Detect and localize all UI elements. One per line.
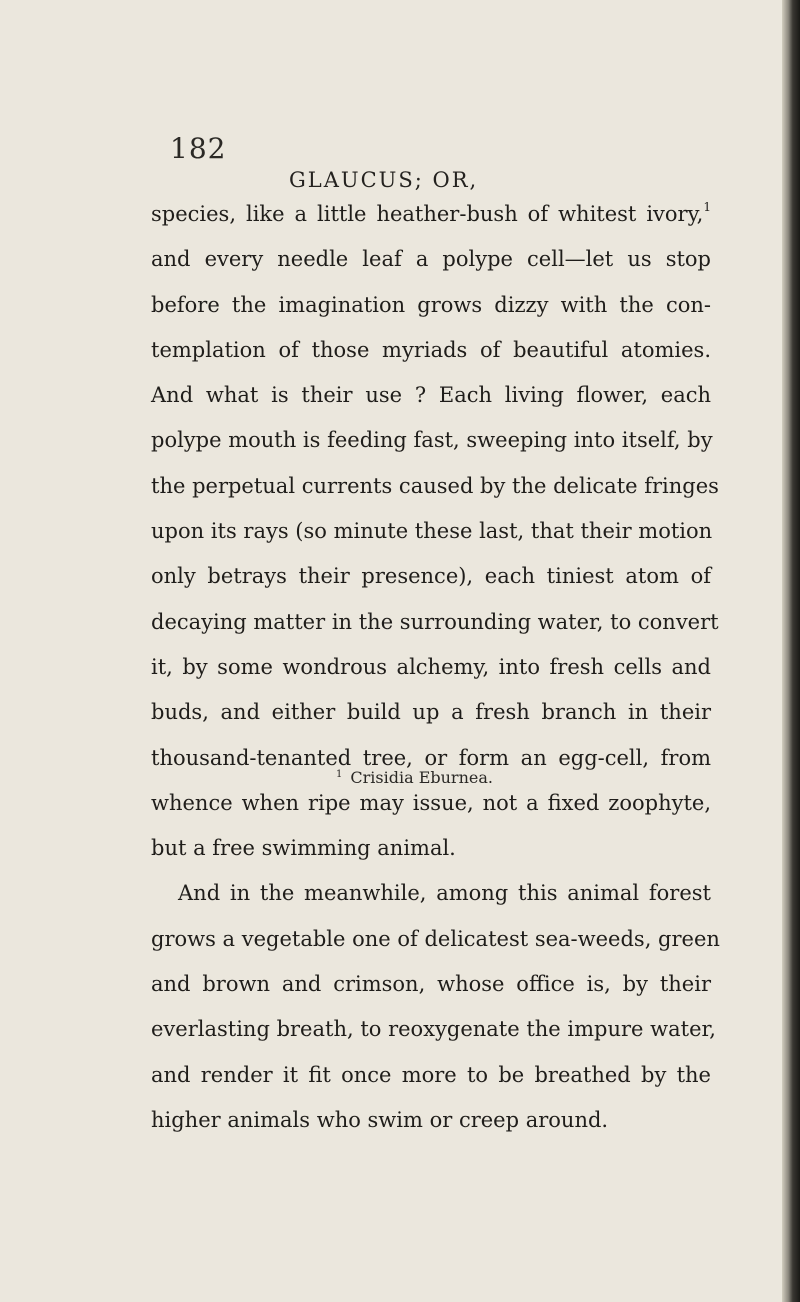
- page-edge-shadow: [782, 0, 800, 1302]
- text-line-2: and every needle leaf a polype cell—let us stop: [151, 247, 711, 272]
- text-line-19: everlasting breath, to reoxygenate the impure water,: [151, 1017, 716, 1042]
- text-line-1: [151, 192, 711, 237]
- footnote-text: Crisidia Eburnea.: [350, 768, 493, 787]
- text-line-4: templation of those myriads of beautiful atomies.: [151, 337, 711, 362]
- text-line-9: only betrays their presence), each tiniest atom of: [151, 564, 711, 589]
- page-number: 182: [170, 132, 227, 165]
- footnote-reference: 1: [703, 200, 711, 214]
- text-line-8: upon its rays (so minute these last, that their motion: [151, 519, 713, 544]
- text-line-14: whence when ripe may issue, not a fixed zoophyte,: [151, 790, 711, 815]
- text-line-20: and render it fit once more to be breathed by the: [151, 1062, 711, 1087]
- text-line-18: and brown and crimson, whose office is, by their: [151, 972, 711, 997]
- running-head: GLAUCUS; OR,: [289, 168, 479, 192]
- body-text: [151, 192, 720, 1143]
- text-line-5: And what is their use ? Each living flower, each: [151, 383, 711, 408]
- text-line-1-content: species, like a little heather-bush of whitest ivory,: [151, 202, 704, 226]
- text-line-3: before the imagination grows dizzy with the con-: [151, 292, 711, 317]
- footnote: [336, 768, 493, 787]
- text-line-12: buds, and either build up a fresh branch in their: [151, 700, 711, 725]
- footnote-mark: 1: [336, 769, 343, 780]
- text-line-16: And in the meanwhile, among this animal forest: [178, 881, 711, 906]
- text-line-11: it, by some wondrous alchemy, into fresh cells and: [151, 654, 711, 679]
- text-line-10: decaying matter in the surrounding water, to convert: [151, 609, 719, 634]
- text-line-7: the perpetual currents caused by the delicate fringes: [151, 473, 719, 498]
- text-line-13: thousand-tenanted tree, or form an egg-cell, from: [151, 745, 711, 770]
- text-line-17: grows a vegetable one of delicatest sea-weeds, green: [151, 926, 720, 951]
- text-line-6: polype mouth is feeding fast, sweeping into itself, by: [151, 428, 713, 453]
- text-line-21: higher animals who swim or creep around.: [151, 1107, 609, 1132]
- text-line-15: but a free swimming animal.: [151, 836, 456, 861]
